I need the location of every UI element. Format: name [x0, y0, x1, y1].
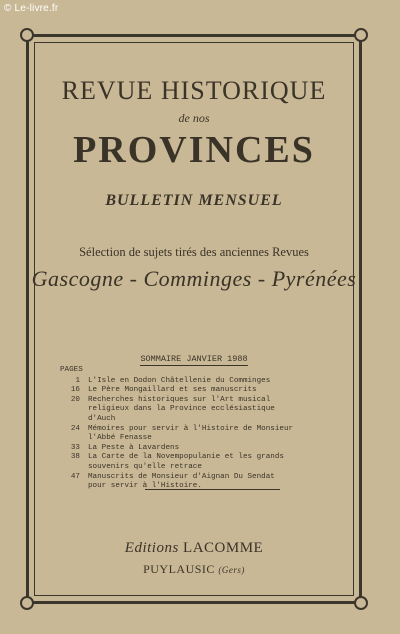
toc-entry-line: d'Auch	[88, 414, 116, 423]
toc-entry-line: souvenirs qu'elle retrace	[88, 462, 202, 471]
frame-corner-ornament	[20, 28, 34, 42]
title-line-1: REVUE HISTORIQUE	[61, 76, 327, 105]
toc-entry-line: La Carte de la Novempopulanie et les grands	[88, 453, 284, 462]
toc-page-number: 47	[70, 472, 80, 481]
toc-page-number: 33	[70, 443, 80, 452]
frame-corner-ornament	[354, 28, 368, 42]
pages-header: PAGES	[60, 366, 83, 374]
toc-entry-text	[88, 453, 350, 472]
toc-entry-line: Le Père Mongaillard et ses manuscrits	[88, 386, 257, 395]
toc-entry-line: La Peste à Lavardens	[88, 443, 180, 452]
toc-page-number: 24	[70, 424, 80, 433]
toc-page-number: 38	[70, 453, 80, 462]
toc-rows	[60, 377, 350, 492]
toc-entry	[60, 444, 350, 454]
toc-page-number: 1	[75, 376, 80, 385]
toc-entry	[60, 453, 350, 472]
toc-entry	[60, 386, 350, 396]
toc-entry-line: religieux dans la Province ecclésiastique	[88, 405, 275, 414]
toc-entry	[60, 425, 350, 444]
publisher-name: LACOMME	[183, 540, 264, 556]
watermark: © Le-livre.fr	[4, 3, 59, 14]
toc-entry-line: Recherches historiques sur l'Art musical	[88, 395, 271, 404]
toc-page-number: 20	[70, 395, 80, 404]
toc-entry-line: L'Isle en Dodon Châtellenie du Comminges	[88, 376, 271, 385]
table-of-contents	[60, 366, 350, 492]
title-line-2: PROVINCES	[73, 129, 315, 171]
sommaire-heading	[26, 354, 362, 364]
toc-entry-line: pour servir à l'Histoire.	[88, 482, 202, 491]
toc-entry	[60, 396, 350, 425]
toc-entry	[60, 377, 350, 387]
toc-page-number: 16	[70, 386, 80, 395]
toc-entry-line: Mémoires pour servir à l'Histoire de Monsieur	[88, 424, 294, 433]
publisher-city	[26, 562, 362, 577]
toc-entry-text	[88, 386, 350, 396]
title-connector: de nos	[178, 111, 210, 125]
selection-text: Sélection de sujets tirés des anciennes Revues	[79, 245, 309, 259]
toc-divider	[145, 489, 280, 490]
publisher-line	[26, 540, 362, 557]
frame-corner-ornament	[354, 596, 368, 610]
toc-entry-text	[88, 444, 350, 454]
sommaire-text: SOMMAIRE JANVIER 1988	[140, 354, 248, 364]
bulletin-subtitle: BULLETIN MENSUEL	[105, 192, 283, 209]
regions-title: Gascogne - Comminges - Pyrénées	[31, 266, 357, 291]
toc-entry-text	[88, 396, 350, 425]
toc-entry-text	[88, 425, 350, 444]
toc-entry-line: Manuscrits de Monsieur d'Aignan Du Sendat	[88, 472, 275, 481]
frame-corner-ornament	[20, 596, 34, 610]
toc-entry-text	[88, 377, 350, 387]
department: (Gers)	[218, 565, 245, 575]
city-name: PUYLAUSIC	[143, 562, 215, 576]
editions-prefix: Editions	[124, 540, 179, 556]
toc-entry-line: l'Abbé Fenasse	[88, 434, 152, 443]
